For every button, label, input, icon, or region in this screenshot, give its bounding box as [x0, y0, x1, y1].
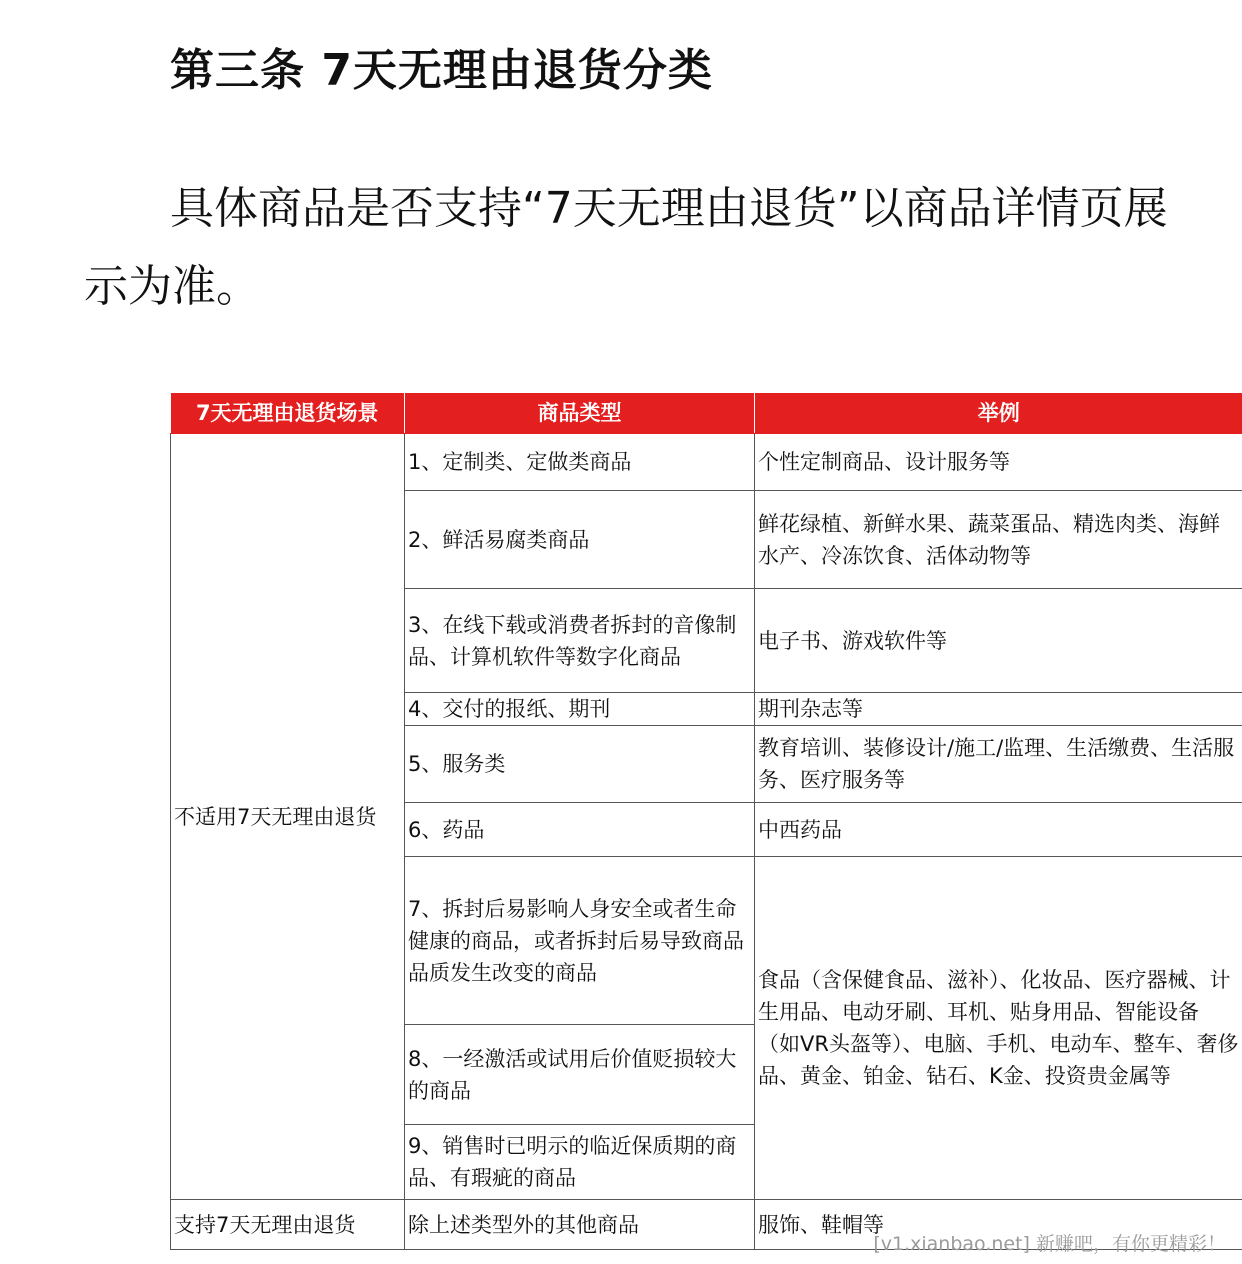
- example-cell: 食品（含保健食品、滋补）、化妆品、医疗器械、计生用品、电动牙刷、耳机、贴身用品、智能设备（如VR头盔等）、电脑、手机、电动车、整车、奢侈品、黄金、铂金、钻石、K金、投资贵金属等: [755, 857, 1242, 1200]
- type-cell: 1、定制类、定做类商品: [405, 434, 755, 491]
- header-scene: 7天无理由退货场景: [171, 393, 405, 434]
- scene-not-applicable: 不适用7天无理由退货: [171, 434, 405, 1200]
- table-header-row: [171, 393, 1242, 434]
- type-cell: 2、鲜活易腐类商品: [405, 491, 755, 589]
- type-cell: 6、药品: [405, 803, 755, 857]
- example-cell: 服饰、鞋帽等: [755, 1200, 1242, 1250]
- watermark: [v1.xianbao.net] 新赚吧，有你更精彩！: [873, 1233, 1226, 1255]
- example-cell: 中西药品: [755, 803, 1242, 857]
- type-cell: 除上述类型外的其他商品: [405, 1200, 755, 1250]
- table-row: [171, 434, 1242, 491]
- example-cell: 教育培训、装修设计/施工/监理、生活缴费、生活服务、医疗服务等: [755, 726, 1242, 803]
- example-cell: 期刊杂志等: [755, 693, 1242, 726]
- type-cell: 5、服务类: [405, 726, 755, 803]
- scene-applicable: 支持7天无理由退货: [171, 1200, 405, 1250]
- type-cell: 3、在线下载或消费者拆封的音像制品、计算机软件等数字化商品: [405, 589, 755, 693]
- type-cell: 4、交付的报纸、期刊: [405, 693, 755, 726]
- type-cell: 7、拆封后易影响人身安全或者生命健康的商品，或者拆封后易导致商品品质发生改变的商品: [405, 857, 755, 1025]
- type-cell: 8、一经激活或试用后价值贬损较大的商品: [405, 1025, 755, 1125]
- intro-paragraph: 具体商品是否支持“7天无理由退货”以商品详情页展示为准。: [84, 183, 1168, 312]
- header-type: 商品类型: [405, 393, 755, 434]
- article-heading: 第三条 7天无理由退货分类: [170, 45, 713, 96]
- example-cell: 个性定制商品、设计服务等: [755, 434, 1242, 491]
- header-example: 举例: [755, 393, 1242, 434]
- type-cell: 9、销售时已明示的临近保质期的商品、有瑕疵的商品: [405, 1125, 755, 1200]
- return-policy-table: [170, 393, 1242, 1250]
- example-cell: 电子书、游戏软件等: [755, 589, 1242, 693]
- example-cell: 鲜花绿植、新鲜水果、蔬菜蛋品、精选肉类、海鲜水产、冷冻饮食、活体动物等: [755, 491, 1242, 589]
